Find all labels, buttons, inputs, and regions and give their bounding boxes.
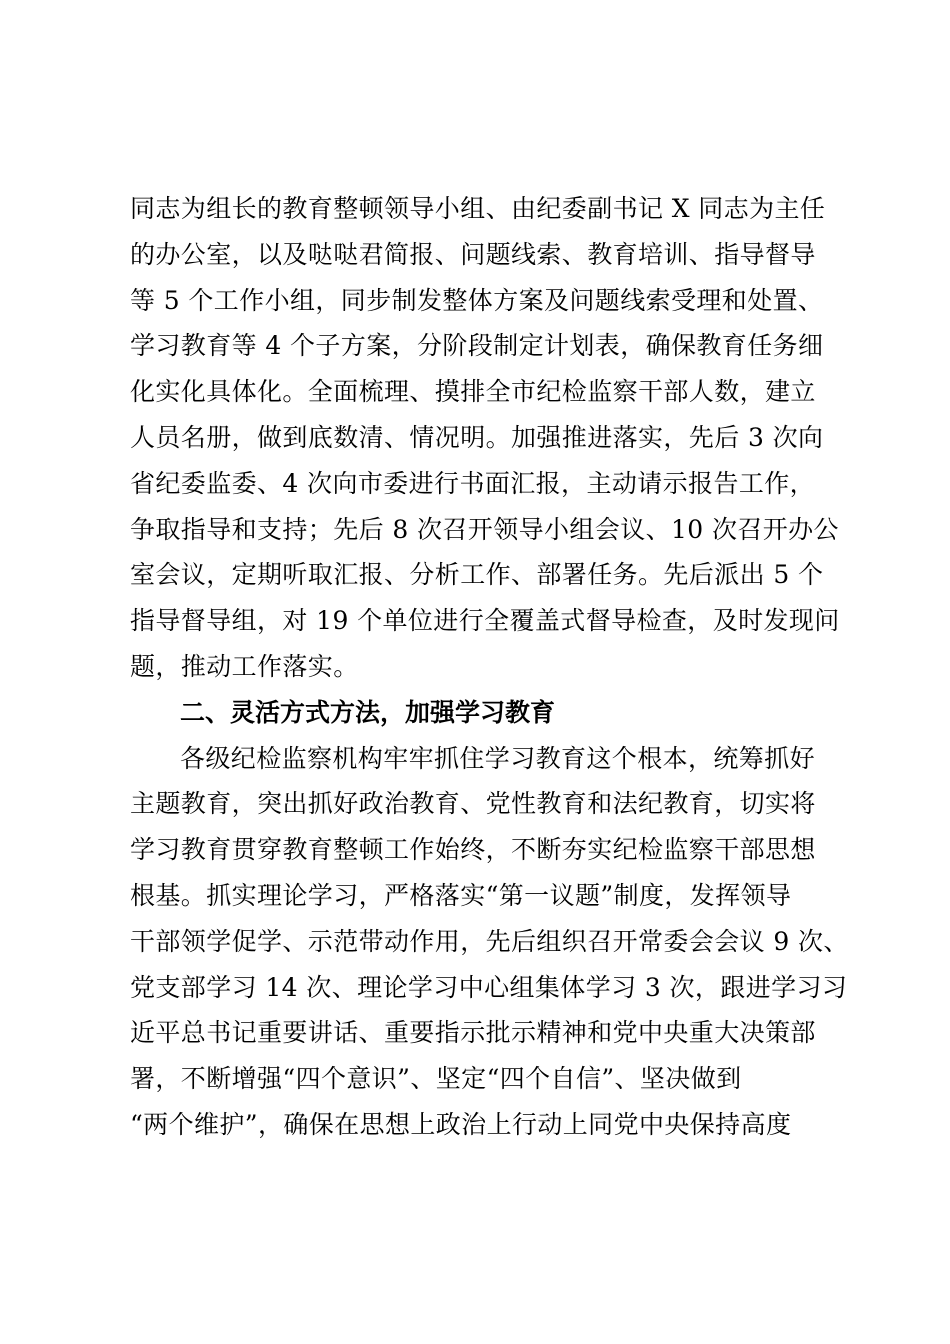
paragraph-line: 的办公室，以及哒哒君简报、问题线索、教育培训、指导督导 xyxy=(130,239,816,269)
paragraph-line: 省纪委监委、4 次向市委进行书面汇报，主动请示报告工作， xyxy=(130,468,816,498)
paragraph-line: 指导督导组，对 19 个单位进行全覆盖式督导检查，及时发现问 xyxy=(130,606,840,636)
paragraph-line: 争取指导和支持；先后 8 次召开领导小组会议、10 次召开办公 xyxy=(130,514,839,544)
paragraph-line: 各级纪检监察机构牢牢抓住学习教育这个根本，统筹抓好 xyxy=(180,743,816,773)
paragraph-line: 同志为组长的教育整顿领导小组、由纪委副书记 X 同志为主任 xyxy=(130,194,826,223)
paragraph-line: 题，推动工作落实。 xyxy=(130,651,359,681)
paragraph-line: 署，不断增强“四个意识”、坚定“四个自信”、坚决做到 xyxy=(130,1064,742,1094)
paragraph-line: 人员名册，做到底数清、情况明。加强推进落实，先后 3 次向 xyxy=(130,422,824,452)
paragraph-line: 等 5 个工作小组，同步制发整体方案及问题线索受理和处置、 xyxy=(130,285,824,315)
paragraph-line: 化实化具体化。全面梳理、摸排全市纪检监察干部人数，建立 xyxy=(130,377,816,407)
paragraph-line: 干部领学促学、示范带动作用，先后组织召开常委会会议 9 次、 xyxy=(130,926,849,956)
document-body xyxy=(130,186,849,1148)
paragraph-line: 党支部学习 14 次、理论学习中心组集体学习 3 次，跟进学习习 xyxy=(130,972,848,1002)
paragraph-line: 学习教育等 4 个子方案，分阶段制定计划表，确保教育任务细 xyxy=(130,331,824,361)
paragraph-line: “两个维护”，确保在思想上政治上行动上同党中央保持高度 xyxy=(130,1109,792,1139)
paragraph-line: 学习教育贯穿教育整顿工作始终，不断夯实纪检监察干部思想 xyxy=(130,835,816,865)
paragraph-line: 根基。抓实理论学习，严格落实“第一议题”制度，发挥领导 xyxy=(130,880,792,910)
section-heading: 二、灵活方式方法，加强学习教育 xyxy=(180,697,556,727)
paragraph-line: 近平总书记重要讲话、重要指示批示精神和党中央重大决策部 xyxy=(130,1018,816,1048)
paragraph-line: 主题教育，突出抓好政治教育、党性教育和法纪教育，切实将 xyxy=(130,789,816,819)
paragraph-line: 室会议，定期听取汇报、分析工作、部署任务。先后派出 5 个 xyxy=(130,560,824,590)
